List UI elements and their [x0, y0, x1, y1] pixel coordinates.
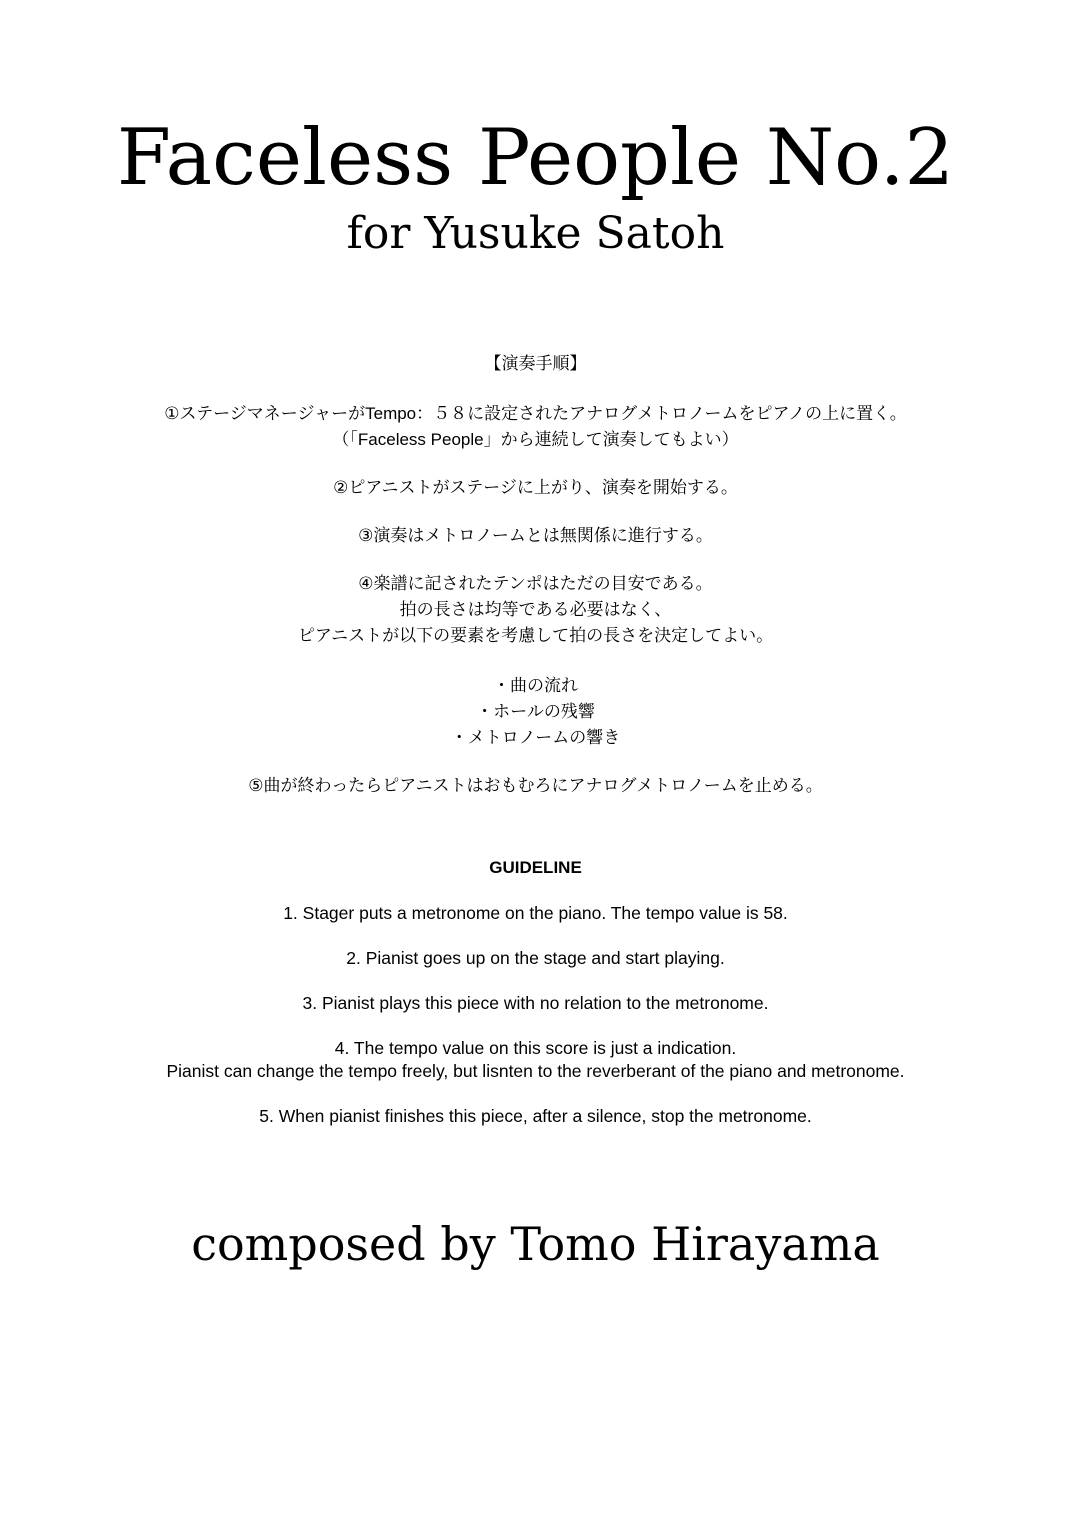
jp-step-3: ③演奏はメトロノームとは無関係に進行する。: [358, 526, 713, 545]
jp-step-2: ②ピアニストがステージに上がり、演奏を開始する。: [333, 478, 738, 497]
guideline-heading: GUIDELINE: [489, 858, 582, 877]
en-step-2: 2. Pianist goes up on the stage and start playing.: [346, 948, 725, 968]
en-step-3: 3. Pianist plays this piece with no relation to the metronome.: [302, 993, 769, 1013]
jp-step-4-line-3: ピアニストが以下の要素を考慮して拍の長さを決定してよい。: [297, 626, 774, 645]
jp-step-1-line-1: ①ステージマネージャーがTempo：５８に設定されたアナログメトロノームをピアノの上に置く。: [164, 404, 907, 423]
jp-step-4-line-1: ④楽譜に記されたテンポはただの目安である。: [358, 574, 713, 593]
jp-heading: 【演奏手順】: [484, 354, 587, 373]
en-step-4-line-1: 4. The tempo value on this score is just a indication.: [334, 1038, 737, 1058]
dedication-subtitle: for Yusuke Satoh: [346, 208, 725, 259]
en-step-5: 5. When pianist finishes this piece, after a silence, stop the metronome.: [259, 1106, 812, 1126]
en-step-4-line-2: Pianist can change the tempo freely, but lisnten to the reverberant of the piano and metronome.: [166, 1061, 905, 1081]
jp-bullet-2: ・ホールの残響: [476, 702, 595, 721]
composer-credit: composed by Tomo Hirayama: [191, 1217, 880, 1271]
jp-step-4-line-2: 拍の長さは均等である必要はなく、: [399, 600, 672, 619]
japanese-instructions: [0, 351, 1071, 799]
jp-bullet-1: ・曲の流れ: [493, 676, 578, 695]
en-step-1: 1. Stager puts a metronome on the piano. The tempo value is 58.: [283, 903, 788, 923]
jp-step-5: ⑤曲が終わったらピアニストはおもむろにアナログメトロノームを止める。: [248, 776, 823, 795]
jp-step-1-line-2: （「Faceless People」から連続して演奏してもよい）: [332, 430, 739, 449]
jp-bullet-3: ・メトロノームの響き: [450, 728, 621, 747]
english-guidelines: [0, 902, 1071, 1150]
page-title: Faceless People No.2: [116, 113, 955, 203]
